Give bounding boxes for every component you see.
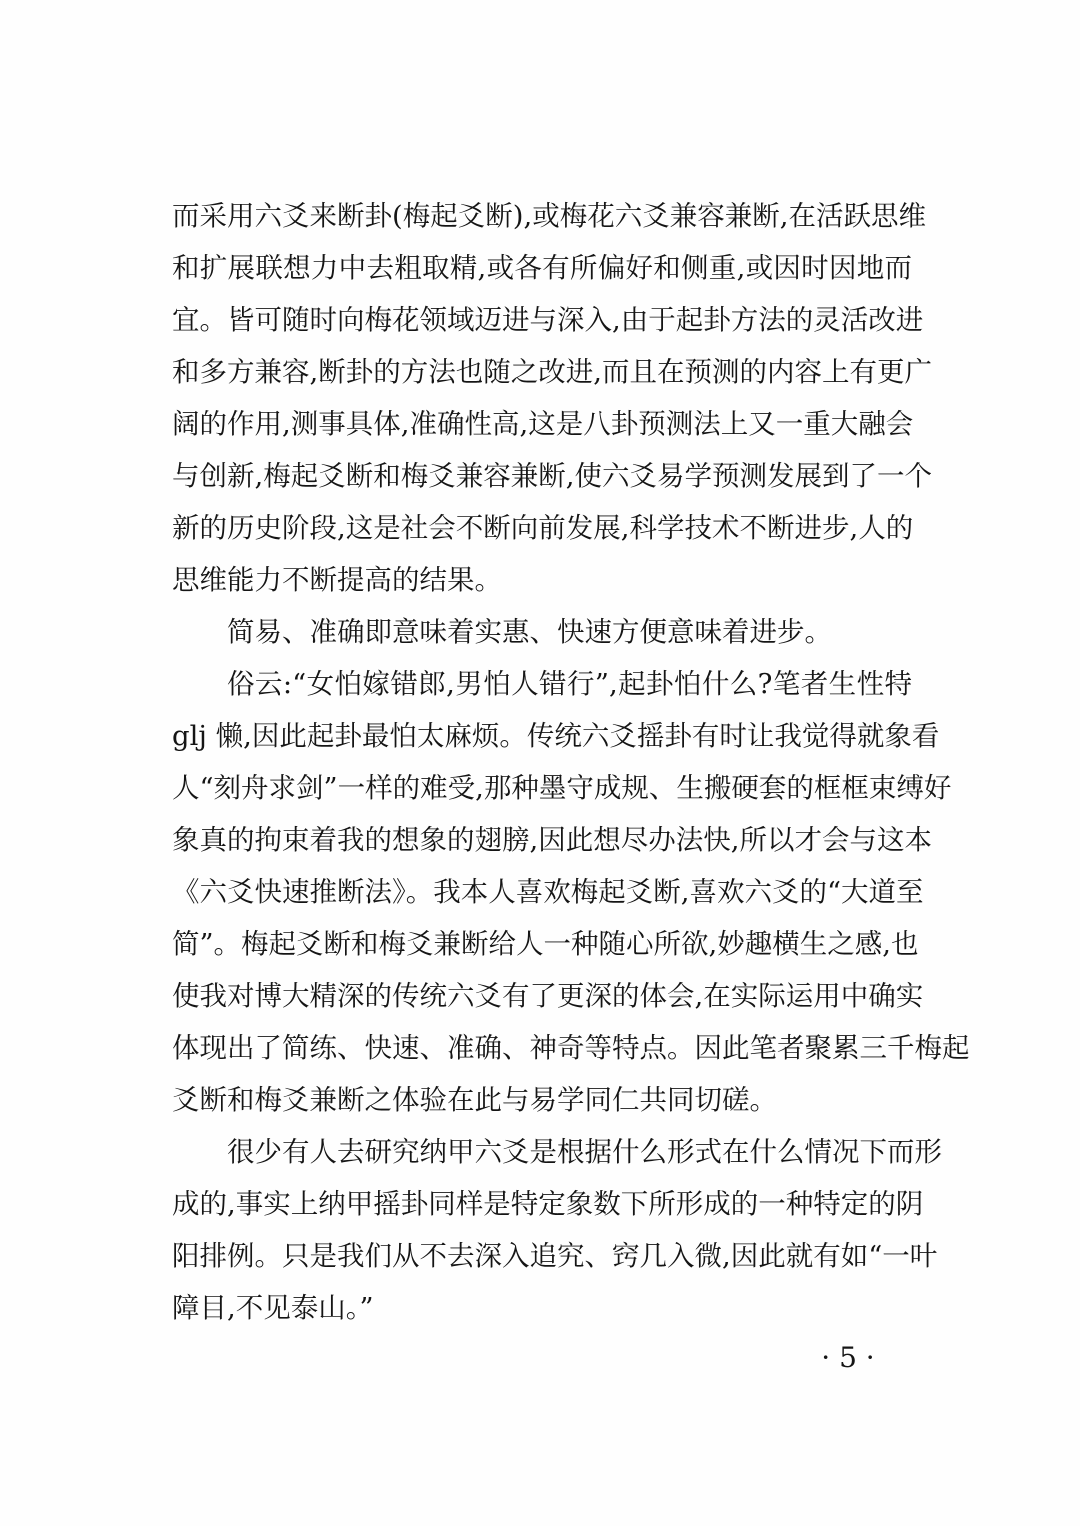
paragraph-start-line: 简易、准确即意味着实惠、快速方便意味着进步。 <box>227 616 832 648</box>
text-line: 体现出了简练、快速、准确、神奇等特点。因此笔者聚累三千梅起 <box>172 1032 970 1064</box>
page-number <box>808 1338 888 1378</box>
text-line: glj 懒,因此起卦最怕太麻烦。传统六爻摇卦有时让我觉得就象看 <box>172 720 940 752</box>
text-line: 简”。梅起爻断和梅爻兼断给人一种随心所欲,妙趣横生之感,也 <box>172 928 919 960</box>
text-line: 和扩展联想力中去粗取精,或各有所偏好和侧重,或因时因地而 <box>172 252 912 284</box>
paragraph-start-line: 很少有人去研究纳甲六爻是根据什么形式在什么情况下而形 <box>227 1136 942 1168</box>
text-line: 爻断和梅爻兼断之体验在此与易学同仁共同切磋。 <box>172 1084 777 1116</box>
text-line: 新的历史阶段,这是社会不断向前发展,科学技术不断进步,人的 <box>172 512 914 544</box>
text-line: 象真的拘束着我的想象的翅膀,因此想尽办法快,所以才会与这本 <box>172 824 932 856</box>
text-line: 障目,不见泰山。” <box>172 1292 374 1324</box>
text-line: 成的,事实上纳甲摇卦同样是特定象数下所形成的一种特定的阴 <box>172 1188 924 1220</box>
body-text <box>172 190 970 1334</box>
text-line: 思维能力不断提高的结果。 <box>172 564 502 596</box>
text-line: 使我对博大精深的传统六爻有了更深的体会,在实际运用中确实 <box>172 980 924 1012</box>
text-line: 阔的作用,测事具体,准确性高,这是八卦预测法上又一重大融会 <box>172 408 914 440</box>
paragraph-start-line: 俗云:“女怕嫁错郎,男怕人错行”,起卦怕什么?笔者生性特 <box>227 668 912 700</box>
text-line: 和多方兼容,断卦的方法也随之改进,而且在预测的内容上有更广 <box>172 356 932 388</box>
page-number-text: · 5 · <box>821 1341 875 1374</box>
text-line: 阳排例。只是我们从不去深入追究、窍几入微,因此就有如“一叶 <box>172 1240 938 1272</box>
text-line: 人“刻舟求剑”一样的难受,那种墨守成规、生搬硬套的框框束缚好 <box>172 772 952 804</box>
text-line: 而采用六爻来断卦(梅起爻断),或梅花六爻兼容兼断,在活跃思维 <box>172 200 926 232</box>
text-line: 宜。皆可随时向梅花领域迈进与深入,由于起卦方法的灵活改进 <box>172 304 924 336</box>
text-line: 《六爻快速推断法》。我本人喜欢梅起爻断,喜欢六爻的“大道至 <box>172 876 924 908</box>
text-line: 与创新,梅起爻断和梅爻兼容兼断,使六爻易学预测发展到了一个 <box>172 460 932 492</box>
